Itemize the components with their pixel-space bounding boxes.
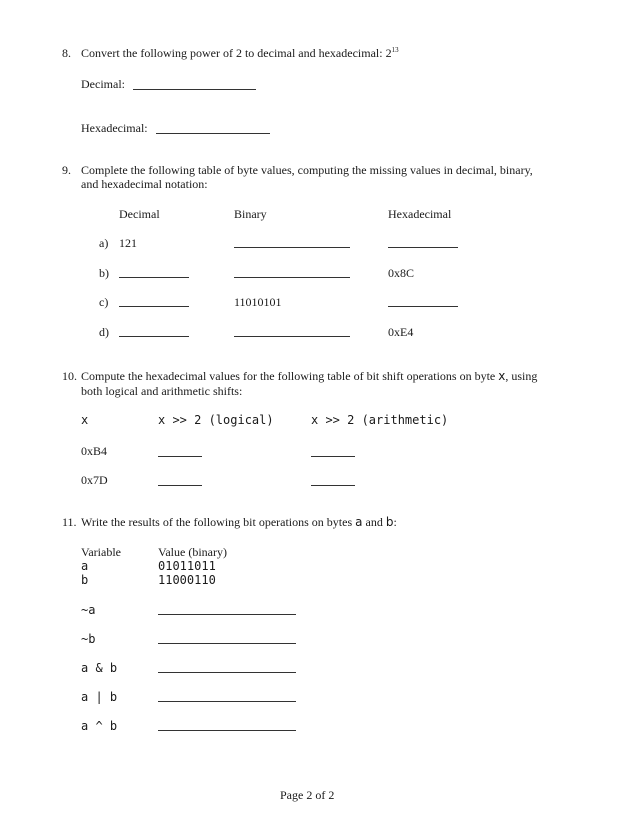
q10-number: 10. [62, 369, 77, 383]
q11-given-name: a [81, 559, 89, 573]
q11-number: 11. [62, 515, 77, 529]
q11-op-label: a | b [81, 690, 118, 704]
q10-header-logical: x >> 2 (logical) [158, 413, 274, 427]
q11-op-answer-line[interactable] [158, 643, 296, 644]
q8-number: 8. [62, 46, 71, 60]
q11-op-label: ~a [81, 603, 96, 617]
q11-prompt [81, 515, 397, 529]
q11-var-a: a [355, 515, 363, 529]
q10-prompt-line1 [81, 369, 537, 383]
q9-row-decimal-value: 121 [119, 236, 137, 250]
q9-number: 9. [62, 163, 71, 177]
q11-given-value: 01011011 [158, 559, 216, 573]
q9-row-binary-value: 11010101 [234, 295, 282, 309]
page-number: Page 2 of 2 [280, 788, 335, 802]
q11-op-answer-line[interactable] [158, 672, 296, 673]
q9-row-hex-answer-line[interactable] [388, 306, 458, 307]
q10-row-logical-answer-line[interactable] [158, 456, 202, 457]
q9-row-label: b) [99, 266, 109, 280]
q10-row-arithmetic-answer-line[interactable] [311, 456, 355, 457]
q11-var-b: b [385, 515, 394, 529]
q9-row-label: d) [99, 325, 109, 339]
q8-hex-answer-line[interactable] [156, 133, 270, 134]
q11-op-label: a & b [81, 661, 118, 675]
q9-header-hex: Hexadecimal [388, 207, 452, 221]
q10-row-arithmetic-answer-line[interactable] [311, 485, 355, 486]
q11-op-answer-line[interactable] [158, 730, 296, 731]
q10-header-arithmetic: x >> 2 (arithmetic) [311, 413, 449, 427]
q9-row-binary-answer-line[interactable] [234, 336, 350, 337]
q8-exponent: 13 [391, 46, 399, 54]
q10-header-x: x [81, 413, 89, 427]
q9-row-label: c) [99, 295, 109, 309]
q8-prompt [81, 46, 399, 60]
q11-op-label: ~b [81, 632, 96, 646]
q11-op-answer-line[interactable] [158, 614, 296, 615]
q11-given-value: 11000110 [158, 573, 216, 587]
q11-op-answer-line[interactable] [158, 701, 296, 702]
q9-row-binary-answer-line[interactable] [234, 247, 350, 248]
q11-prompt-and: and [362, 515, 386, 529]
q8-hex-label: Hexadecimal: [81, 121, 148, 135]
q9-row-binary-answer-line[interactable] [234, 277, 350, 278]
q11-op-label: a ^ b [81, 719, 118, 733]
q11-prompt-text: Write the results of the following bit operations on bytes [81, 515, 356, 529]
q10-row-value: 0xB4 [81, 444, 108, 458]
q11-header-variable: Variable [81, 545, 121, 559]
q9-row-decimal-answer-line[interactable] [119, 306, 189, 307]
q8-decimal-answer-line[interactable] [133, 89, 256, 90]
q10-row-logical-answer-line[interactable] [158, 485, 202, 486]
q9-header-decimal: Decimal [119, 207, 160, 221]
q9-row-hex-value: 0xE4 [388, 325, 414, 339]
q10-var-x: x [498, 369, 506, 383]
q9-row-decimal-answer-line[interactable] [119, 277, 189, 278]
q9-prompt-line1: Complete the following table of byte values, computing the missing values in decimal, binary, [81, 163, 533, 177]
q11-prompt-end: : [393, 515, 397, 529]
q8-decimal-label: Decimal: [81, 77, 125, 91]
q9-prompt-line2: and hexadecimal notation: [81, 177, 208, 191]
q10-prompt-text: Compute the hexadecimal values for the following table of bit shift operations on byte [81, 369, 499, 383]
q9-row-decimal-answer-line[interactable] [119, 336, 189, 337]
q8-prompt-text: Convert the following power of 2 to decimal and hexadecimal: 2 [81, 46, 392, 60]
q10-prompt-line2: both logical and arithmetic shifts: [81, 384, 243, 398]
q9-row-label: a) [99, 236, 109, 250]
q10-row-value: 0x7D [81, 473, 108, 487]
q10-prompt-text-end: , using [505, 369, 538, 383]
q11-header-value: Value (binary) [158, 545, 227, 559]
q9-header-binary: Binary [234, 207, 267, 221]
q9-row-hex-answer-line[interactable] [388, 247, 458, 248]
q11-given-name: b [81, 573, 89, 587]
q9-row-hex-value: 0x8C [388, 266, 415, 280]
